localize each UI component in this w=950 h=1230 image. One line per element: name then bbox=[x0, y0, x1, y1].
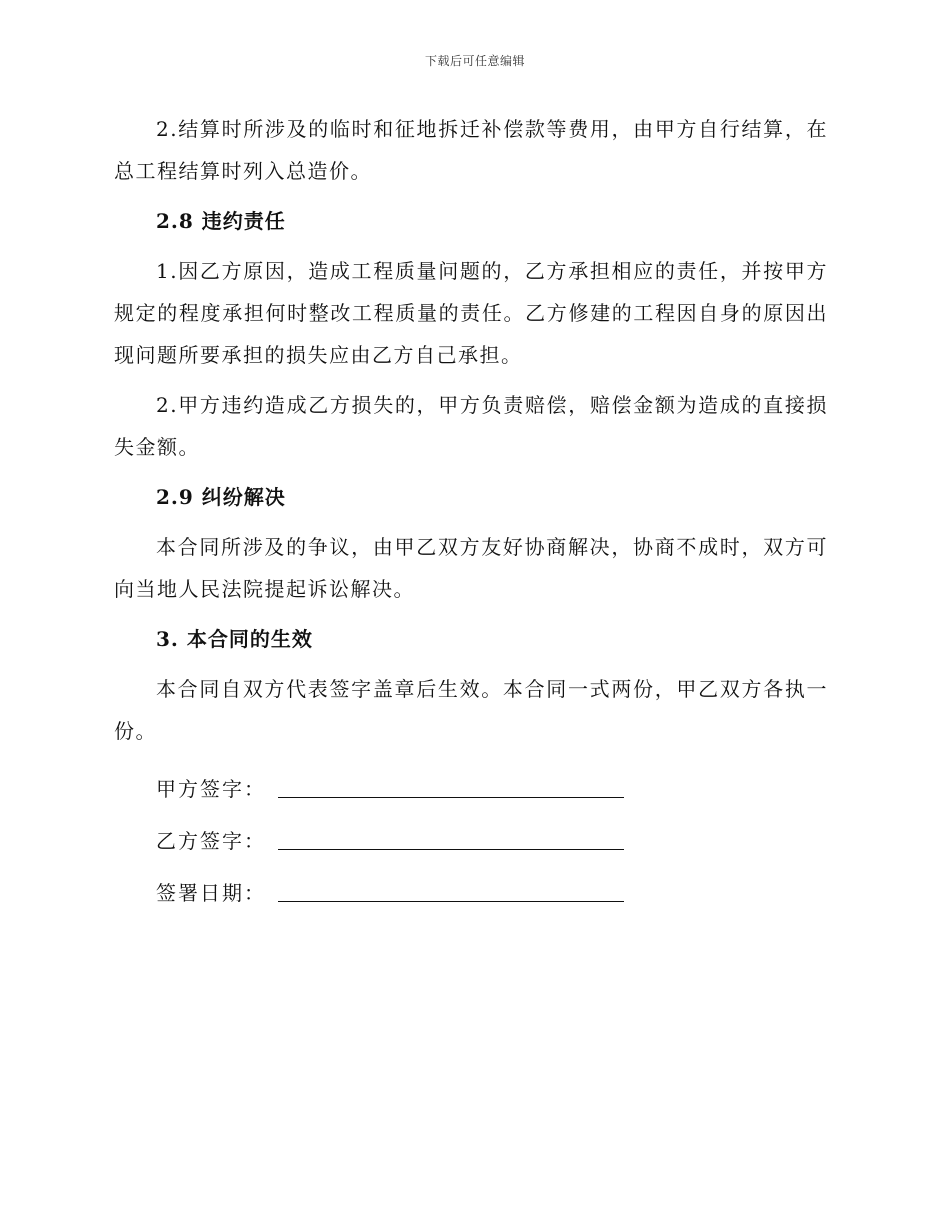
signature-line-party-a[interactable] bbox=[278, 771, 624, 798]
paragraph-dispute: 本合同所涉及的争议，由甲乙双方友好协商解决，协商不成时，双方可向当地人民法院提起诉讼解决。 bbox=[114, 535, 828, 601]
signature-label-date: 签署日期： bbox=[156, 881, 266, 905]
signature-label-party-a: 甲方签字： bbox=[156, 777, 266, 801]
paragraph-effect: 本合同自双方代表签字盖章后生效。本合同一式两份，甲乙双方各执一份。 bbox=[114, 677, 828, 743]
signature-row-party-a bbox=[156, 760, 828, 802]
signature-row-party-b bbox=[156, 812, 828, 854]
signature-line-date[interactable] bbox=[278, 875, 624, 902]
heading-breach-liability: 2.8 违约责任 bbox=[156, 209, 286, 233]
signature-row-date bbox=[156, 864, 828, 906]
paragraph-party-a-compensation: 2.甲方违约造成乙方损失的，甲方负责赔偿，赔偿金额为造成的直接损失金额。 bbox=[114, 393, 828, 459]
signature-line-party-b[interactable] bbox=[278, 823, 624, 850]
heading-contract-effect: 3. 本合同的生效 bbox=[156, 627, 313, 651]
header-note: 下载后可任意编辑 bbox=[424, 54, 525, 68]
document-body bbox=[114, 108, 828, 916]
signature-label-party-b: 乙方签字： bbox=[156, 829, 266, 853]
paragraph-settlement: 2.结算时所涉及的临时和征地拆迁补偿款等费用，由甲方自行结算，在总工程结算时列入总造价。 bbox=[114, 117, 828, 183]
paragraph-party-b-liability: 1.因乙方原因，造成工程质量问题的，乙方承担相应的责任，并按甲方规定的程度承担何时整改工程质量的责任。乙方修建的工程因自身的原因出现问题所要承担的损失应由乙方自己承担。 bbox=[114, 259, 828, 367]
heading-dispute-resolution: 2.9 纠纷解决 bbox=[156, 485, 286, 509]
